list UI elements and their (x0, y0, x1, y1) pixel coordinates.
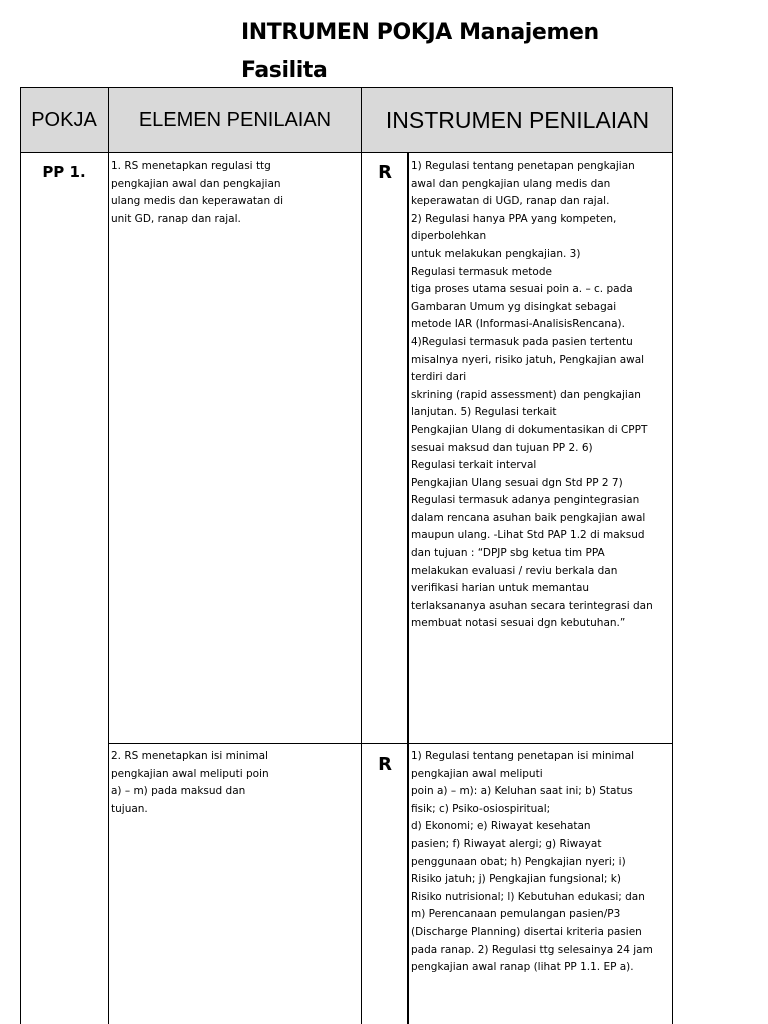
assessment-table (20, 87, 673, 1024)
instrumen-line: pada ranap. 2) Regulasi ttg selesainya 24 jam (411, 943, 653, 956)
elemen-line: 2. RS menetapkan isi minimal (111, 750, 268, 762)
instrumen-line: lanjutan. 5) Regulasi terkait (411, 406, 557, 419)
instrumen-line: Regulasi termasuk adanya pengintegrasian (411, 494, 640, 507)
instrumen-line: Pengkajian Ulang sesuai dgn Std PP 2 7) (411, 476, 623, 489)
header-elemen-penilaian: ELEMEN PENILAIAN (138, 108, 332, 131)
row-1-elemen (111, 158, 311, 228)
instrumen-line: skrining (rapid assessment) dan pengkajian (411, 388, 641, 401)
instrumen-line: verifikasi harian untuk memantau (411, 582, 590, 595)
document-title (241, 14, 661, 90)
instrumen-line: poin a) – m): a) Keluhan saat ini; b) Status (411, 785, 633, 798)
elemen-line: a) – m) pada maksud dan (111, 785, 246, 797)
instrumen-line: fisik; c) Psiko-osiospiritual; (411, 802, 551, 815)
table-left-border (20, 87, 21, 1024)
instrumen-line: membuat notasi sesuai dgn kebutuhan.” (411, 617, 626, 630)
instrumen-line: pengkajian awal meliputi (411, 767, 543, 780)
instrumen-line: untuk melakukan pengkajian. 3) (411, 247, 581, 260)
column-divider-elemen (361, 87, 362, 1024)
instrumen-line: dan tujuan : “DPJP sbg ketua tim PPA (411, 547, 605, 560)
instrumen-line: pasien; f) Riwayat alergi; g) Riwayat (411, 837, 602, 850)
instrumen-line: dalam rencana asuhan baik pengkajian awal (411, 511, 646, 524)
instrumen-line: Pengkajian Ulang di dokumentasikan di CPPT (411, 423, 648, 436)
instrumen-line: misalnya nyeri, risiko jatuh, Pengkajian awal (411, 353, 645, 366)
elemen-line: unit GD, ranap dan rajal. (111, 212, 241, 225)
instrumen-line: 4)Regulasi termasuk pada pasien tertentu (411, 335, 633, 348)
instrumen-line: Regulasi termasuk metode (411, 265, 552, 278)
instrumen-line: terdiri dari (411, 371, 467, 384)
instrumen-line: metode IAR (Informasi-AnalisisRencana). (411, 318, 625, 331)
instrumen-line: melakukan evaluasi / reviu berkala dan (411, 564, 618, 577)
title-line-2: Fasilita (241, 58, 328, 83)
instrumen-line: Regulasi terkait interval (411, 459, 537, 472)
row-2-elemen (111, 748, 311, 818)
instrumen-line: keperawatan di UGD, ranap dan rajal. (411, 195, 610, 208)
instrumen-line: m) Perencanaan pemulangan pasien/P3 (411, 908, 621, 921)
row-1-mark: R (378, 162, 392, 183)
instrumen-line: 1) Regulasi tentang penetapan isi minimal (411, 750, 635, 762)
elemen-line: pengkajian awal meliputi poin (111, 767, 269, 780)
column-divider-mark (407, 153, 409, 1024)
row-2-mark: R (378, 754, 392, 775)
row-1-instrumen (411, 158, 673, 633)
instrumen-line: pengkajian awal ranap (lihat PP 1.1. EP a). (411, 961, 634, 974)
elemen-line: pengkajian awal dan pengkajian (111, 177, 281, 190)
instrumen-line: 1) Regulasi tentang penetapan pengkajian (411, 160, 635, 172)
elemen-line: tujuan. (111, 802, 148, 815)
title-line-1: INTRUMEN POKJA Manajemen (241, 20, 599, 45)
header-pokja: POKJA (31, 108, 97, 131)
instrumen-line: terlaksananya asuhan secara terintegrasi dan (411, 599, 653, 612)
elemen-line: ulang medis dan keperawatan di (111, 195, 284, 207)
instrumen-line: sesuai maksud dan tujuan PP 2. 6) (411, 441, 593, 454)
row-2-instrumen (411, 748, 673, 977)
column-divider-pokja (108, 87, 109, 1024)
instrumen-line: 2) Regulasi hanya PPA yang kompeten, (411, 212, 617, 225)
row-divider (108, 743, 673, 744)
instrumen-line: tiga proses utama sesuai poin a. – c. pada (411, 283, 633, 296)
instrumen-line: Risiko nutrisional; l) Kebutuhan edukasi; dan (411, 890, 645, 903)
instrumen-line: awal dan pengkajian ulang medis dan (411, 177, 611, 190)
header-instrumen-penilaian: INSTRUMEN PENILAIAN (385, 106, 650, 133)
instrumen-line: diperbolehkan (411, 230, 487, 243)
instrumen-line: penggunaan obat; h) Pengkajian nyeri; i) (411, 855, 626, 868)
elemen-line: 1. RS menetapkan regulasi ttg (111, 160, 271, 172)
instrumen-line: d) Ekonomi; e) Riwayat kesehatan (411, 820, 591, 833)
instrumen-line: Gambaran Umum yg disingkat sebagai (411, 300, 617, 313)
pokja-group-label: PP 1. (42, 163, 86, 181)
instrumen-line: maupun ulang. -Lihat Std PAP 1.2 di maksud (411, 529, 645, 542)
instrumen-line: (Discharge Planning) disertai kriteria pasien (411, 925, 642, 938)
instrumen-line: Risiko jatuh; j) Pengkajian fungsional; k) (411, 873, 621, 886)
